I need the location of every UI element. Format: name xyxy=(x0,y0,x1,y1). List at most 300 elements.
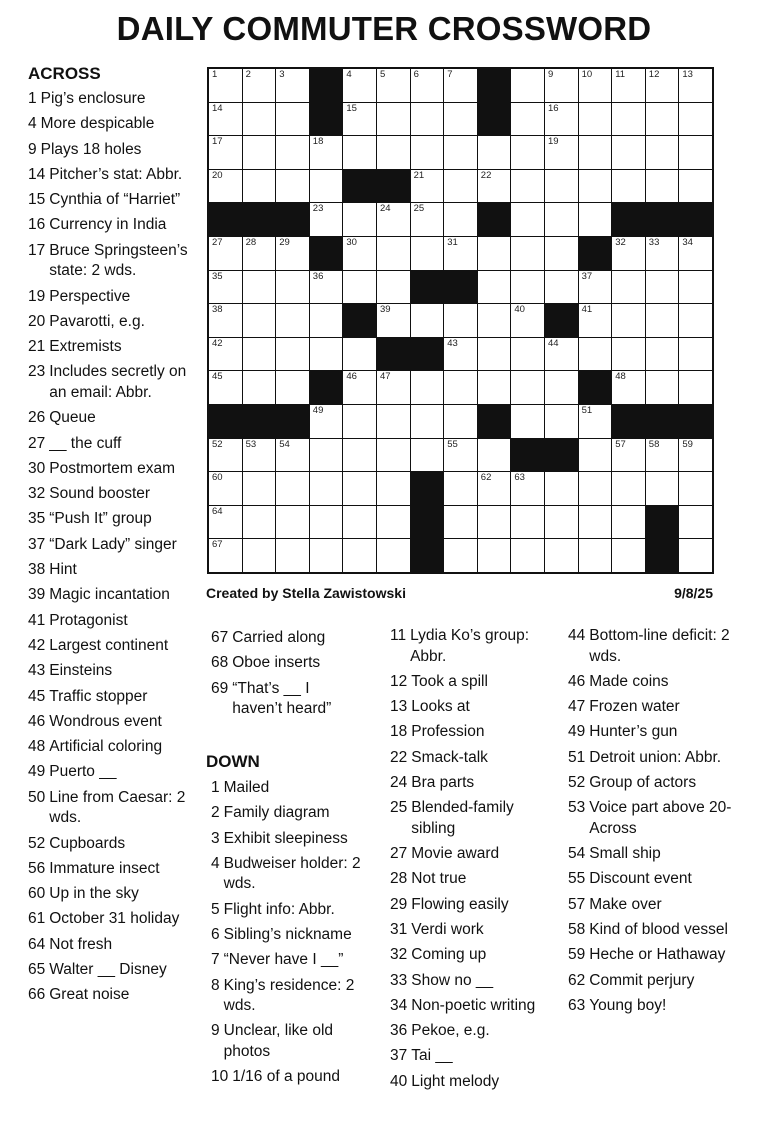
clue xyxy=(28,215,198,236)
grid-black-square xyxy=(478,203,511,236)
grid-cell[interactable] xyxy=(579,338,612,371)
grid-cell[interactable] xyxy=(646,103,679,136)
grid-cell[interactable] xyxy=(343,539,376,572)
grid-cell[interactable] xyxy=(444,304,477,337)
grid-cell[interactable] xyxy=(276,69,309,102)
grid-cell[interactable] xyxy=(612,539,645,572)
clue-text: Great noise xyxy=(49,986,130,1004)
clue-text: 1/16 of a pound xyxy=(232,1068,340,1086)
grid-cell[interactable] xyxy=(444,439,477,472)
cell-number: 62 xyxy=(480,472,492,484)
grid-black-square xyxy=(579,237,612,270)
cell-number: 25 xyxy=(413,203,425,215)
clue-text: Pekoe, e.g. xyxy=(411,1022,490,1040)
grid-cell[interactable] xyxy=(444,203,477,236)
cell-number: 57 xyxy=(615,438,626,450)
cell-number: 2 xyxy=(245,69,251,80)
grid-cell[interactable] xyxy=(545,405,578,438)
grid-cell[interactable] xyxy=(679,170,712,203)
grid-cell[interactable] xyxy=(411,136,444,169)
clue-number: 16 xyxy=(28,216,46,234)
grid-cell[interactable] xyxy=(612,371,645,404)
clue xyxy=(211,900,361,921)
cell-number: 48 xyxy=(615,371,626,383)
grid-cell[interactable] xyxy=(343,371,376,404)
grid-cell[interactable] xyxy=(411,103,444,136)
grid-cell[interactable] xyxy=(545,371,578,404)
grid-cell[interactable] xyxy=(679,271,712,304)
clue xyxy=(211,653,361,674)
grid-cell[interactable] xyxy=(679,304,712,337)
grid-cell[interactable] xyxy=(511,304,544,337)
grid-cell[interactable] xyxy=(511,371,544,404)
grid-cell[interactable] xyxy=(209,304,242,337)
cell-number: 28 xyxy=(245,236,257,248)
clue-text: Commit perjury xyxy=(589,971,695,989)
grid-cell[interactable] xyxy=(310,170,343,203)
grid-cell[interactable] xyxy=(243,472,276,505)
grid-cell[interactable] xyxy=(511,472,544,505)
grid-cell[interactable] xyxy=(243,506,276,539)
grid-cell[interactable] xyxy=(243,136,276,169)
cell-number: 27 xyxy=(212,236,223,248)
grid-cell[interactable] xyxy=(243,338,276,371)
cell-number: 37 xyxy=(581,270,593,282)
clue-text: Protagonist xyxy=(49,611,128,629)
grid-cell[interactable] xyxy=(478,371,511,404)
grid-cell[interactable] xyxy=(276,439,309,472)
grid-cell[interactable] xyxy=(444,103,477,136)
grid-cell[interactable] xyxy=(478,472,511,505)
clue xyxy=(211,950,361,971)
grid-cell[interactable] xyxy=(545,103,578,136)
grid-cell[interactable] xyxy=(411,69,444,102)
grid-cell[interactable] xyxy=(209,539,242,572)
grid-cell[interactable] xyxy=(579,170,612,203)
grid-cell[interactable] xyxy=(444,170,477,203)
grid-cell[interactable] xyxy=(310,136,343,169)
clue-text: Hint xyxy=(49,561,77,579)
grid-cell[interactable] xyxy=(612,136,645,169)
grid-cell[interactable] xyxy=(612,271,645,304)
clue-text: Artificial coloring xyxy=(49,738,163,756)
grid-cell[interactable] xyxy=(478,237,511,270)
grid-cell[interactable] xyxy=(478,136,511,169)
clue-text: Kind of blood vessel xyxy=(589,920,728,938)
grid-cell[interactable] xyxy=(243,539,276,572)
grid-cell[interactable] xyxy=(343,506,376,539)
grid-black-square xyxy=(377,338,410,371)
grid-cell[interactable] xyxy=(243,271,276,304)
grid-cell[interactable] xyxy=(511,338,544,371)
grid-cell[interactable] xyxy=(646,237,679,270)
grid-cell[interactable] xyxy=(679,539,712,572)
grid-cell[interactable] xyxy=(411,170,444,203)
clue xyxy=(568,895,738,916)
grid-cell[interactable] xyxy=(209,103,242,136)
grid-cell[interactable] xyxy=(377,136,410,169)
across-heading: ACROSS xyxy=(28,64,101,83)
grid-cell[interactable] xyxy=(310,405,343,438)
clue xyxy=(390,920,550,941)
grid-black-square xyxy=(646,539,679,572)
cell-number: 17 xyxy=(212,136,223,148)
grid-cell[interactable] xyxy=(579,539,612,572)
grid-cell[interactable] xyxy=(545,338,578,371)
grid-cell[interactable] xyxy=(679,103,712,136)
grid-cell[interactable] xyxy=(343,69,376,102)
grid-cell[interactable] xyxy=(209,338,242,371)
clue-text: Pitcher’s stat: Abbr. xyxy=(49,165,183,183)
grid-cell[interactable] xyxy=(243,304,276,337)
clue xyxy=(390,697,550,718)
grid-cell[interactable] xyxy=(444,539,477,572)
grid-cell[interactable] xyxy=(545,271,578,304)
clue xyxy=(28,165,198,186)
clue-number: 65 xyxy=(28,961,46,978)
cell-number: 4 xyxy=(346,69,352,80)
grid-cell[interactable] xyxy=(377,304,410,337)
clue-number: 63 xyxy=(568,996,586,1014)
cell-number: 23 xyxy=(312,203,324,215)
grid-cell[interactable] xyxy=(243,103,276,136)
clue-text: Sibling’s nickname xyxy=(223,925,352,943)
grid-cell[interactable] xyxy=(579,271,612,304)
grid-cell[interactable] xyxy=(679,506,712,539)
clue xyxy=(568,844,738,865)
grid-cell[interactable] xyxy=(343,237,376,270)
clue-number: 38 xyxy=(28,561,46,579)
grid-cell[interactable] xyxy=(646,338,679,371)
grid-cell[interactable] xyxy=(612,439,645,472)
clue xyxy=(28,287,198,308)
grid-black-square xyxy=(343,170,376,203)
clue xyxy=(390,722,550,743)
grid-cell[interactable] xyxy=(679,472,712,505)
grid-cell[interactable] xyxy=(276,237,309,270)
grid-cell[interactable] xyxy=(411,304,444,337)
clue xyxy=(211,829,361,850)
clue-text: Non-poetic writing xyxy=(411,996,536,1014)
clue-text: “Never have I __” xyxy=(223,951,344,969)
grid-cell[interactable] xyxy=(276,539,309,572)
clue xyxy=(28,636,198,657)
clue-text: Looks at xyxy=(411,698,470,716)
grid-cell[interactable] xyxy=(612,170,645,203)
grid-cell[interactable] xyxy=(511,271,544,304)
grid-cell[interactable] xyxy=(343,271,376,304)
grid-cell[interactable] xyxy=(545,506,578,539)
grid-cell[interactable] xyxy=(411,237,444,270)
clue-text: Coming up xyxy=(411,946,487,964)
grid-cell[interactable] xyxy=(579,69,612,102)
grid-cell[interactable] xyxy=(243,371,276,404)
grid-cell[interactable] xyxy=(646,69,679,102)
clue-text: __ the cuff xyxy=(49,434,122,452)
cell-number: 35 xyxy=(212,270,223,282)
cell-number: 40 xyxy=(514,304,525,316)
grid-cell[interactable] xyxy=(343,203,376,236)
grid-cell[interactable] xyxy=(377,203,410,236)
grid-cell[interactable] xyxy=(646,439,679,472)
clue xyxy=(211,679,361,720)
grid-black-square xyxy=(612,405,645,438)
clue xyxy=(28,484,198,505)
grid-cell[interactable] xyxy=(612,237,645,270)
grid-cell[interactable] xyxy=(679,136,712,169)
grid-cell[interactable] xyxy=(276,371,309,404)
cell-number: 24 xyxy=(379,203,391,215)
grid-cell[interactable] xyxy=(276,136,309,169)
grid-cell[interactable] xyxy=(646,472,679,505)
grid-cell[interactable] xyxy=(377,69,410,102)
clue-text: Cupboards xyxy=(49,834,126,852)
grid-black-square xyxy=(579,371,612,404)
clue-number: 21 xyxy=(28,338,46,356)
grid-cell[interactable] xyxy=(377,371,410,404)
grid-black-square xyxy=(478,103,511,136)
grid-cell[interactable] xyxy=(679,69,712,102)
clue-number: 68 xyxy=(211,654,229,672)
grid-cell[interactable] xyxy=(511,237,544,270)
clue xyxy=(568,945,738,966)
grid-cell[interactable] xyxy=(545,237,578,270)
grid-cell[interactable] xyxy=(276,170,309,203)
cell-number: 29 xyxy=(279,236,290,248)
grid-cell[interactable] xyxy=(511,506,544,539)
grid-cell[interactable] xyxy=(646,304,679,337)
grid-black-square xyxy=(310,69,343,102)
grid-cell[interactable] xyxy=(276,338,309,371)
grid-cell[interactable] xyxy=(444,405,477,438)
grid-cell[interactable] xyxy=(679,237,712,270)
grid-cell[interactable] xyxy=(579,506,612,539)
cell-number: 30 xyxy=(346,236,357,248)
cell-number: 10 xyxy=(581,69,593,80)
grid-black-square xyxy=(310,237,343,270)
clue-number: 42 xyxy=(28,636,46,654)
clue-number: 56 xyxy=(28,859,46,877)
grid-cell[interactable] xyxy=(646,170,679,203)
clue xyxy=(28,985,198,1006)
grid-cell[interactable] xyxy=(444,506,477,539)
grid-cell[interactable] xyxy=(276,506,309,539)
grid-cell[interactable] xyxy=(511,203,544,236)
grid-cell[interactable] xyxy=(310,271,343,304)
cell-number: 14 xyxy=(212,102,223,114)
clue-number: 17 xyxy=(28,241,46,259)
grid-cell[interactable] xyxy=(579,405,612,438)
clue-number: 4 xyxy=(211,854,220,872)
grid-cell[interactable] xyxy=(343,338,376,371)
clue-number: 55 xyxy=(568,870,586,888)
clue-number: 53 xyxy=(568,799,586,817)
grid-cell[interactable] xyxy=(209,506,242,539)
grid-cell[interactable] xyxy=(377,103,410,136)
grid-cell[interactable] xyxy=(478,170,511,203)
clue-number: 44 xyxy=(568,627,586,644)
grid-cell[interactable] xyxy=(478,506,511,539)
grid-cell[interactable] xyxy=(377,472,410,505)
grid-cell[interactable] xyxy=(377,271,410,304)
grid-cell[interactable] xyxy=(343,136,376,169)
grid-cell[interactable] xyxy=(411,405,444,438)
cell-number: 53 xyxy=(245,438,257,450)
clue xyxy=(568,697,738,718)
across-clues-column-1 xyxy=(28,64,198,1011)
grid-cell[interactable] xyxy=(679,439,712,472)
grid-cell[interactable] xyxy=(276,271,309,304)
grid-cell[interactable] xyxy=(646,271,679,304)
grid-cell[interactable] xyxy=(478,539,511,572)
grid-cell[interactable] xyxy=(612,304,645,337)
grid-cell[interactable] xyxy=(209,439,242,472)
clue xyxy=(211,803,361,824)
grid-cell[interactable] xyxy=(579,472,612,505)
grid-cell[interactable] xyxy=(579,103,612,136)
cell-number: 20 xyxy=(212,169,223,181)
cell-number: 46 xyxy=(346,371,357,383)
grid-cell[interactable] xyxy=(545,136,578,169)
grid-cell[interactable] xyxy=(579,136,612,169)
clue-text: Blended-family sibling xyxy=(411,799,514,837)
grid-cell[interactable] xyxy=(545,170,578,203)
grid-cell[interactable] xyxy=(209,237,242,270)
grid-black-square xyxy=(444,271,477,304)
grid-cell[interactable] xyxy=(411,203,444,236)
grid-cell[interactable] xyxy=(612,338,645,371)
grid-cell[interactable] xyxy=(545,69,578,102)
grid-cell[interactable] xyxy=(612,103,645,136)
grid-cell[interactable] xyxy=(511,103,544,136)
grid-cell[interactable] xyxy=(579,304,612,337)
grid-black-square xyxy=(411,506,444,539)
grid-cell[interactable] xyxy=(478,304,511,337)
clue-text: October 31 holiday xyxy=(49,910,180,928)
grid-cell[interactable] xyxy=(243,170,276,203)
grid-cell[interactable] xyxy=(276,304,309,337)
grid-cell[interactable] xyxy=(545,539,578,572)
clue-number: 49 xyxy=(568,723,586,741)
grid-cell[interactable] xyxy=(209,371,242,404)
grid-cell[interactable] xyxy=(646,136,679,169)
grid-cell[interactable] xyxy=(377,539,410,572)
grid-cell[interactable] xyxy=(276,103,309,136)
grid-cell[interactable] xyxy=(545,472,578,505)
clue xyxy=(28,241,198,282)
cell-number: 34 xyxy=(682,236,693,248)
grid-cell[interactable] xyxy=(310,338,343,371)
grid-cell[interactable] xyxy=(377,405,410,438)
grid-cell[interactable] xyxy=(478,439,511,472)
grid-cell[interactable] xyxy=(444,472,477,505)
grid-cell[interactable] xyxy=(612,69,645,102)
grid-cell[interactable] xyxy=(343,472,376,505)
clue xyxy=(390,971,550,992)
grid-cell[interactable] xyxy=(310,304,343,337)
down-clues-column-3 xyxy=(568,626,738,1021)
grid-cell[interactable] xyxy=(243,439,276,472)
clue xyxy=(28,585,198,606)
grid-cell[interactable] xyxy=(209,69,242,102)
grid-cell[interactable] xyxy=(646,371,679,404)
clue xyxy=(390,1072,550,1093)
clue-number: 24 xyxy=(390,773,408,791)
grid-cell[interactable] xyxy=(343,439,376,472)
grid-cell[interactable] xyxy=(310,539,343,572)
clue-text: Not true xyxy=(411,870,467,888)
clue-text: “That’s __ I haven’t heard” xyxy=(232,679,332,718)
grid-black-square xyxy=(276,203,309,236)
grid-cell[interactable] xyxy=(310,506,343,539)
grid-cell[interactable] xyxy=(478,338,511,371)
grid-cell[interactable] xyxy=(444,371,477,404)
grid-cell[interactable] xyxy=(545,203,578,236)
clue xyxy=(28,687,198,708)
grid-cell[interactable] xyxy=(444,69,477,102)
clue-text: Wondrous event xyxy=(49,712,162,730)
grid-cell[interactable] xyxy=(411,371,444,404)
grid-black-square xyxy=(310,103,343,136)
clue-number: 8 xyxy=(211,976,220,994)
grid-cell[interactable] xyxy=(209,136,242,169)
grid-cell[interactable] xyxy=(511,539,544,572)
grid-cell[interactable] xyxy=(579,203,612,236)
down-heading-block xyxy=(206,752,366,777)
grid-cell[interactable] xyxy=(310,203,343,236)
grid-cell[interactable] xyxy=(377,506,410,539)
grid-cell[interactable] xyxy=(478,271,511,304)
grid-cell[interactable] xyxy=(579,439,612,472)
grid-cell[interactable] xyxy=(612,472,645,505)
grid-cell[interactable] xyxy=(377,439,410,472)
grid-cell[interactable] xyxy=(209,271,242,304)
cell-number: 13 xyxy=(682,69,693,80)
clue xyxy=(568,672,738,693)
grid-cell[interactable] xyxy=(209,472,242,505)
grid-cell[interactable] xyxy=(679,371,712,404)
grid-cell[interactable] xyxy=(343,103,376,136)
grid-cell[interactable] xyxy=(243,237,276,270)
clue-text: Queue xyxy=(49,409,96,427)
grid-cell[interactable] xyxy=(444,136,477,169)
clue-text: Line from Caesar: 2 wds. xyxy=(49,788,186,827)
cell-number: 59 xyxy=(682,438,693,450)
grid-cell[interactable] xyxy=(511,170,544,203)
grid-cell[interactable] xyxy=(310,472,343,505)
author-credit: Created by Stella Zawistowski xyxy=(206,585,406,601)
grid-cell[interactable] xyxy=(343,405,376,438)
grid-cell[interactable] xyxy=(411,439,444,472)
grid-cell[interactable] xyxy=(377,237,410,270)
grid-cell[interactable] xyxy=(511,405,544,438)
clue xyxy=(28,337,198,358)
clue-number: 52 xyxy=(28,834,46,852)
clue-number: 32 xyxy=(390,946,408,964)
grid-cell[interactable] xyxy=(511,69,544,102)
grid-cell[interactable] xyxy=(444,237,477,270)
grid-cell[interactable] xyxy=(679,338,712,371)
grid-cell[interactable] xyxy=(310,439,343,472)
grid-cell[interactable] xyxy=(276,472,309,505)
clue-number: 35 xyxy=(28,510,46,528)
grid-cell[interactable] xyxy=(511,136,544,169)
grid-cell[interactable] xyxy=(209,170,242,203)
grid-cell[interactable] xyxy=(444,338,477,371)
clue-text: Flight info: Abbr. xyxy=(223,900,335,918)
grid-cell[interactable] xyxy=(612,506,645,539)
grid-cell[interactable] xyxy=(243,69,276,102)
